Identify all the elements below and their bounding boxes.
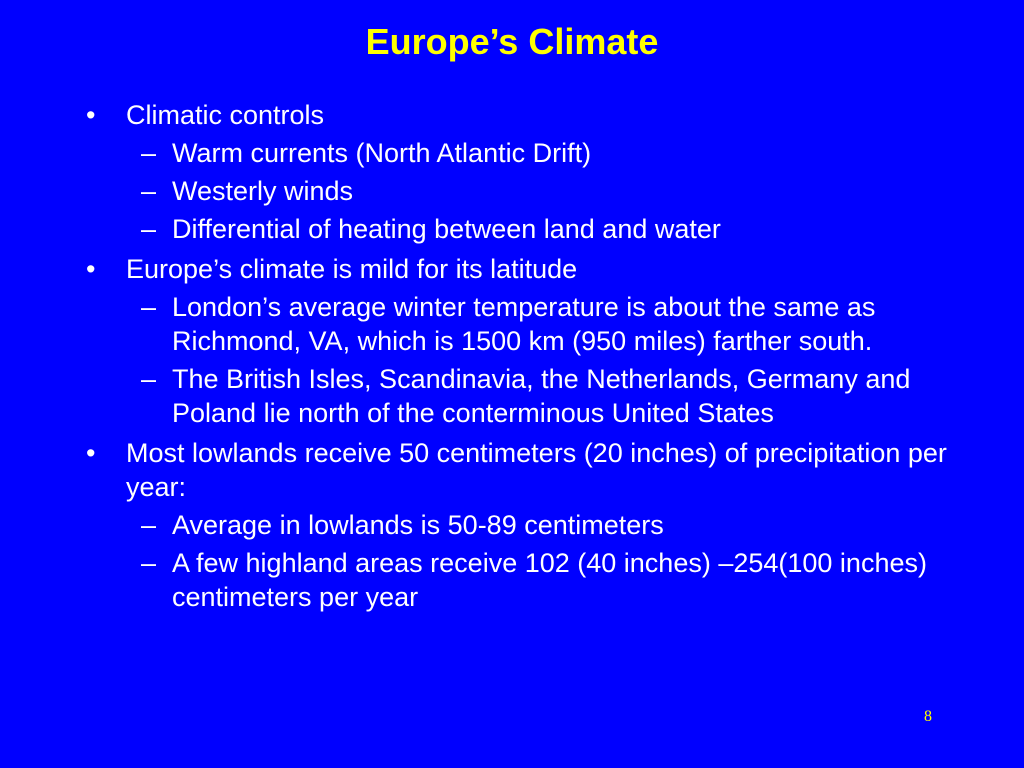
sub-bullet-item: [84, 362, 964, 430]
page-number: 8: [924, 708, 932, 725]
dash-marker: –: [141, 548, 157, 578]
dash-marker: –: [141, 364, 157, 394]
slide-title: Europe’s Climate: [365, 21, 659, 62]
bullet-marker: •: [86, 100, 96, 130]
bullet-item: [84, 252, 964, 286]
dash-marker: –: [141, 510, 157, 540]
bullet-item: [84, 436, 964, 504]
sub-bullet-item: [84, 546, 964, 614]
sub-bullet-text: The British Isles, Scandinavia, the Netherlands, Germany and Poland lie north of the conterminous United States: [172, 364, 911, 428]
sub-bullet-text: Westerly winds: [172, 176, 354, 206]
dash-marker: –: [141, 138, 157, 168]
sub-bullet-item: [84, 174, 964, 208]
bullet-text: Climatic controls: [126, 100, 325, 130]
sub-bullet-item: [84, 136, 964, 170]
sub-bullet-item: [84, 212, 964, 246]
sub-bullet-text: Differential of heating between land and water: [172, 214, 721, 244]
sub-bullet-text: A few highland areas receive 102 (40 inches) –254(100 inches) centimeters per year: [172, 548, 927, 612]
sub-bullet-text: Average in lowlands is 50-89 centimeters: [172, 510, 664, 540]
sub-bullet-item: [84, 508, 964, 542]
sub-bullet-text: Warm currents (North Atlantic Drift): [172, 138, 592, 168]
dash-marker: –: [141, 292, 157, 322]
sub-bullet-text: London’s average winter temperature is about the same as Richmond, VA, which is 1500 km (950 miles) farther south.: [172, 292, 876, 356]
bullet-marker: •: [86, 438, 96, 468]
bullet-item: [84, 98, 964, 132]
dash-marker: –: [141, 214, 157, 244]
dash-marker: –: [141, 176, 157, 206]
sub-bullet-item: [84, 290, 964, 358]
bullet-marker: •: [86, 254, 96, 284]
bullet-text: Europe’s climate is mild for its latitude: [126, 254, 578, 284]
bullet-text: Most lowlands receive 50 centimeters (20 inches) of precipitation per year:: [126, 438, 947, 502]
bullet-list: [84, 98, 964, 614]
